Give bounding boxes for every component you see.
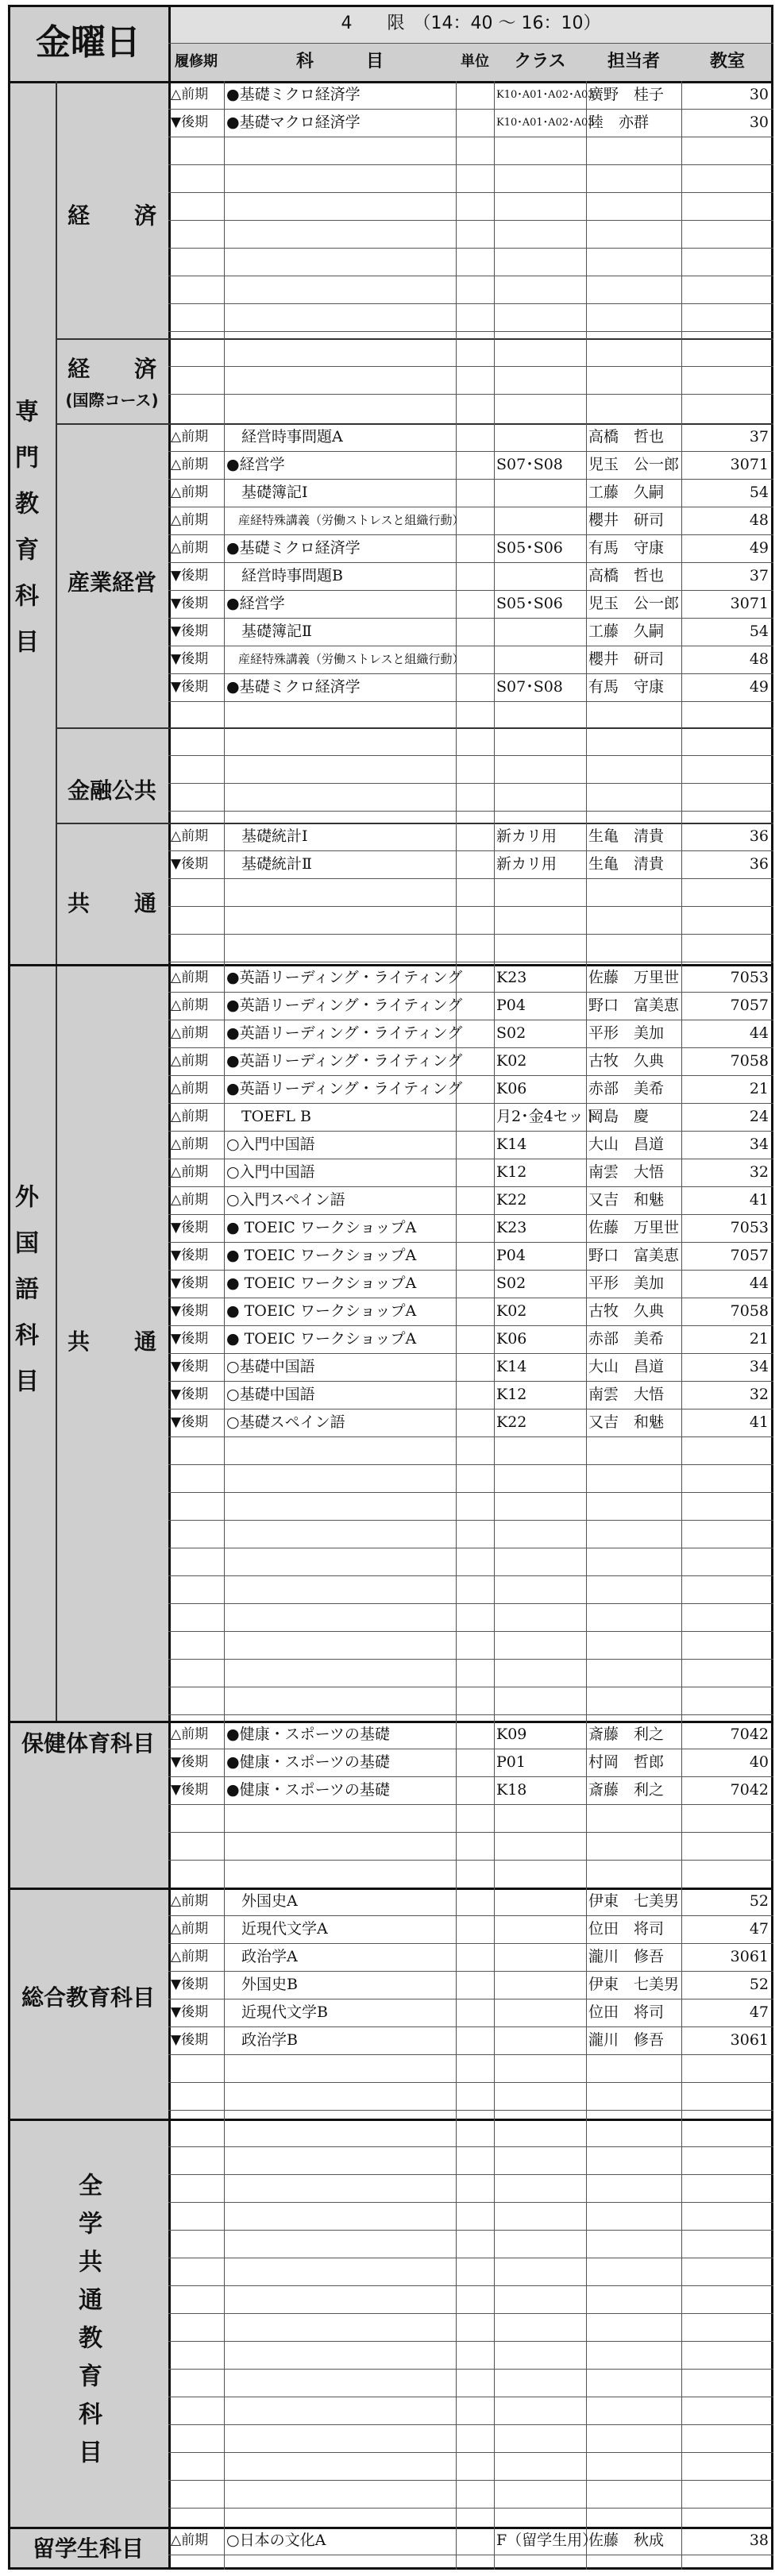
class-cell: 新カリ用 xyxy=(496,827,557,845)
subject-cell: ●経営学 xyxy=(226,595,285,612)
table-row xyxy=(8,1075,773,1103)
room-cell: 30 xyxy=(749,114,769,131)
class-cell: 月2･金4セット xyxy=(496,1108,599,1125)
row-rule xyxy=(168,701,773,702)
room-cell: 54 xyxy=(749,484,769,501)
subject-cell: ●基礎ミクロ経済学 xyxy=(226,86,361,103)
term-cell: ▼後期 xyxy=(171,1754,209,1770)
table-row xyxy=(8,1103,773,1131)
row-rule xyxy=(168,2285,773,2286)
term-cell: △前期 xyxy=(171,1192,209,1208)
teacher-cell: 位田 将司 xyxy=(588,1920,665,1938)
class-cell: K18 xyxy=(496,1781,527,1799)
teacher-cell: 村岡 哲郎 xyxy=(588,1753,665,1771)
room-cell: 36 xyxy=(749,827,769,845)
teacher-cell: 佐藤 万里世 xyxy=(588,1219,680,1236)
room-cell: 7053 xyxy=(730,969,769,986)
teacher-cell: 瀧川 修吾 xyxy=(588,1948,665,1965)
table-row xyxy=(8,1186,773,1214)
room-cell: 38 xyxy=(749,2532,769,2549)
table-row xyxy=(8,1047,773,1075)
term-cell: △前期 xyxy=(171,1726,209,1742)
class-cell: S05･S06 xyxy=(496,539,563,557)
term-cell: ▼後期 xyxy=(171,856,209,872)
room-cell: 49 xyxy=(749,539,769,557)
class-cell: S02 xyxy=(496,1024,526,1042)
table-row xyxy=(8,618,773,646)
col-subject-header: 科 目 xyxy=(295,52,384,71)
row-rule xyxy=(168,1631,773,1632)
class-cell: K23 xyxy=(496,1219,527,1236)
subject-cell: ●健康・スポーツの基礎 xyxy=(226,1726,390,1743)
class-cell: S02 xyxy=(496,1275,526,1292)
subject-cell: ●英語リーディング・ライティング xyxy=(226,1080,463,1097)
table-row xyxy=(8,646,773,673)
subject-cell: ●英語リーディング・ライティング xyxy=(226,1052,463,1070)
shared-label: 共 通 xyxy=(67,890,156,916)
subject-cell: ●英語リーディング・ライティング xyxy=(226,997,463,1014)
table-row xyxy=(8,1943,773,1971)
row-rule xyxy=(168,2452,773,2453)
table-row xyxy=(8,823,773,850)
room-cell: 21 xyxy=(749,1330,769,1348)
room-cell: 7042 xyxy=(730,1726,769,1743)
term-cell: ▼後期 xyxy=(171,1386,209,1402)
row-rule xyxy=(168,1436,773,1437)
table-row xyxy=(8,1020,773,1047)
row-rule xyxy=(168,248,773,249)
room-cell: 7058 xyxy=(730,1052,769,1070)
table-row xyxy=(8,534,773,562)
subject-cell: 政治学B xyxy=(226,2031,298,2049)
term-cell: △前期 xyxy=(171,1893,209,1909)
class-cell: F（留学生用） xyxy=(496,2532,598,2549)
subject-cell: ● TOEIC ワークショップA xyxy=(226,1330,417,1348)
subject-cell: ○基礎スペイン語 xyxy=(226,1413,345,1431)
room-cell: 30 xyxy=(749,86,769,103)
table-row xyxy=(8,992,773,1020)
room-cell: 3071 xyxy=(730,595,769,612)
subject-cell: 産経特殊講義（労働ストレスと組織行動） xyxy=(226,513,465,527)
term-cell: △前期 xyxy=(171,1081,209,1097)
class-cell: K12 xyxy=(496,1163,527,1181)
table-row xyxy=(8,1915,773,1943)
class-cell: K09 xyxy=(496,1726,527,1743)
class-cell: K12 xyxy=(496,1386,527,1403)
class-cell: K02 xyxy=(496,1052,527,1070)
class-cell: S07･S08 xyxy=(496,456,563,473)
room-cell: 44 xyxy=(749,1275,769,1292)
col-term-header: 履修期 xyxy=(175,53,218,70)
room-cell: 24 xyxy=(749,1108,769,1125)
term-cell: ▼後期 xyxy=(171,679,209,695)
foreign-label: 外国語科目 xyxy=(10,1184,38,1414)
room-cell: 7057 xyxy=(730,997,769,1014)
room-cell: 37 xyxy=(749,428,769,445)
subject-cell: ●基礎マクロ経済学 xyxy=(226,114,361,131)
subject-cell: ● TOEIC ワークショップA xyxy=(226,1247,417,1264)
room-cell: 37 xyxy=(749,567,769,584)
teacher-cell: 大山 昌道 xyxy=(588,1136,665,1153)
table-row xyxy=(8,1353,773,1381)
room-cell: 48 xyxy=(749,650,769,668)
sub-break xyxy=(56,338,773,340)
teacher-cell: 野口 富美恵 xyxy=(588,997,680,1014)
term-cell: △前期 xyxy=(171,1053,209,1069)
term-cell: ▼後期 xyxy=(171,1248,209,1263)
col-teacher-header: 担当者 xyxy=(607,52,660,71)
teacher-cell: 南雲 大悟 xyxy=(588,1163,665,1181)
row-rule xyxy=(168,1603,773,1604)
term-cell: △前期 xyxy=(171,970,209,985)
table-row xyxy=(8,1409,773,1436)
teacher-cell: 平形 美加 xyxy=(588,1024,665,1042)
subject-cell: ● TOEIC ワークショップA xyxy=(226,1219,417,1236)
term-cell: △前期 xyxy=(171,1136,209,1152)
major-label: 専門教育科目 xyxy=(10,399,38,675)
class-cell: P04 xyxy=(496,997,526,1014)
teacher-cell: 南雲 大悟 xyxy=(588,1386,665,1403)
row-rule xyxy=(168,1520,773,1521)
row-rule xyxy=(168,1804,773,1805)
table-row xyxy=(8,81,773,109)
teacher-cell: 赤部 美希 xyxy=(588,1080,665,1097)
table-row xyxy=(8,423,773,451)
room-cell: 21 xyxy=(749,1080,769,1097)
foreign-shared-label: 共 通 xyxy=(67,1328,156,1355)
subject-cell: ●英語リーディング・ライティング xyxy=(226,1024,463,1042)
subject-cell: ○日本の文化A xyxy=(226,2532,326,2549)
row-rule xyxy=(168,1575,773,1576)
room-cell: 48 xyxy=(749,511,769,529)
teacher-cell: 高橋 哲也 xyxy=(588,567,665,584)
room-cell: 7042 xyxy=(730,1781,769,1799)
term-cell: △前期 xyxy=(171,828,209,844)
room-cell: 40 xyxy=(749,1753,769,1771)
term-cell: ▼後期 xyxy=(171,1976,209,1992)
term-cell: ▼後期 xyxy=(171,1220,209,1236)
teacher-cell: 児玉 公一郎 xyxy=(588,595,680,612)
teacher-cell: 平形 美加 xyxy=(588,1275,665,1292)
table-row xyxy=(8,1888,773,1915)
row-rule xyxy=(168,2110,773,2111)
term-cell: △前期 xyxy=(171,1949,209,1965)
room-cell: 47 xyxy=(749,2003,769,2021)
term-cell: △前期 xyxy=(171,997,209,1013)
subject-cell: ●経営学 xyxy=(226,456,285,473)
column-rule xyxy=(494,2119,495,2527)
table-row xyxy=(8,2026,773,2054)
class-cell: P01 xyxy=(496,1753,526,1771)
row-rule xyxy=(168,811,773,812)
subject-cell: ● TOEIC ワークショップA xyxy=(226,1302,417,1320)
room-cell: 7057 xyxy=(730,1247,769,1264)
term-cell: △前期 xyxy=(171,1025,209,1041)
room-cell: 3071 xyxy=(730,456,769,473)
term-cell: △前期 xyxy=(171,87,209,102)
row-rule xyxy=(168,906,773,907)
row-rule xyxy=(168,1860,773,1861)
teacher-cell: 赤部 美希 xyxy=(588,1330,665,1348)
row-rule xyxy=(168,783,773,784)
row-rule xyxy=(168,1659,773,1660)
room-cell: 7058 xyxy=(730,1302,769,1320)
class-cell: P04 xyxy=(496,1247,526,1264)
row-rule xyxy=(168,2313,773,2314)
table-row xyxy=(8,850,773,878)
row-rule xyxy=(168,394,773,395)
day-title: 金曜日 xyxy=(36,22,141,63)
term-cell: △前期 xyxy=(171,429,209,445)
class-cell: K14 xyxy=(496,1136,527,1153)
row-rule xyxy=(168,1492,773,1493)
term-cell: ▼後期 xyxy=(171,114,209,130)
table-row xyxy=(8,1298,773,1325)
subject-cell: ● TOEIC ワークショップA xyxy=(226,1275,417,1292)
econ-intl-sublabel: (国際コース) xyxy=(65,391,159,410)
term-cell: △前期 xyxy=(171,512,209,528)
room-cell: 32 xyxy=(749,1163,769,1181)
row-rule xyxy=(168,2369,773,2370)
term-cell: ▼後期 xyxy=(171,623,209,639)
class-cell: S07･S08 xyxy=(496,678,563,696)
teacher-cell: 岡島 慶 xyxy=(588,1108,650,1125)
row-rule xyxy=(168,934,773,935)
row-rule xyxy=(168,1714,773,1715)
room-cell: 7053 xyxy=(730,1219,769,1236)
class-cell: K10･A01･A02･A03 xyxy=(496,89,595,101)
row-rule xyxy=(168,2508,773,2509)
column-rule xyxy=(456,2119,457,2527)
teacher-cell: 伊東 七美男 xyxy=(588,1976,680,1993)
room-cell: 3061 xyxy=(730,1948,769,1965)
row-rule xyxy=(168,164,773,165)
row-rule xyxy=(168,2146,773,2147)
row-rule xyxy=(168,366,773,367)
subject-cell: 外国史A xyxy=(226,1892,298,1910)
row-rule xyxy=(168,2424,773,2425)
term-cell: △前期 xyxy=(171,1921,209,1937)
table-row xyxy=(8,1270,773,1298)
row-rule xyxy=(168,2202,773,2203)
room-cell: 41 xyxy=(749,1191,769,1209)
col-class-header: クラス xyxy=(514,52,566,71)
table-row xyxy=(8,1214,773,1242)
teacher-cell: 斎藤 利之 xyxy=(588,1726,665,1743)
teacher-cell: 工藤 久嗣 xyxy=(588,623,665,640)
section-break xyxy=(8,2119,773,2121)
teacher-cell: 有馬 守康 xyxy=(588,539,665,557)
subject-cell: 外国史B xyxy=(226,1976,298,1993)
term-cell: △前期 xyxy=(171,484,209,500)
term-cell: △前期 xyxy=(171,540,209,556)
health-label: 保健体育科目 xyxy=(21,1730,155,1757)
term-cell: △前期 xyxy=(171,2532,209,2548)
class-cell: S05･S06 xyxy=(496,595,563,612)
term-cell: ▼後期 xyxy=(171,568,209,584)
general-label: 総合教育科目 xyxy=(21,1984,155,2011)
teacher-cell: 工藤 久嗣 xyxy=(588,484,665,501)
period-title: 4 限 （14：40 ～ 16：10） xyxy=(341,13,601,33)
column-rule xyxy=(586,2119,587,2527)
room-cell: 52 xyxy=(749,1976,769,1993)
row-rule xyxy=(168,2174,773,2175)
intl-label: 留学生科目 xyxy=(32,2536,144,2562)
class-cell: K14 xyxy=(496,1358,527,1375)
room-cell: 36 xyxy=(749,855,769,873)
row-rule xyxy=(168,303,773,304)
subject-cell: 経営時事問題B xyxy=(226,567,343,584)
subject-cell: 政治学A xyxy=(226,1948,298,1965)
teacher-cell: 伊東 七美男 xyxy=(588,1892,680,1910)
room-cell: 34 xyxy=(749,1358,769,1375)
subject-cell: TOEFL B xyxy=(226,1108,311,1125)
table-row xyxy=(8,507,773,534)
term-cell: △前期 xyxy=(171,1109,209,1124)
row-rule xyxy=(168,2230,773,2231)
teacher-cell: 又吉 和魅 xyxy=(588,1191,665,1209)
class-cell: K06 xyxy=(496,1080,527,1097)
econ-intl-label: 経 済 xyxy=(67,356,156,382)
teacher-cell: 生亀 清貴 xyxy=(588,827,665,845)
class-cell: K22 xyxy=(496,1191,527,1209)
room-cell: 3061 xyxy=(730,2031,769,2049)
subject-cell: ●健康・スポーツの基礎 xyxy=(226,1753,390,1771)
teacher-cell: 陸 亦群 xyxy=(588,114,650,131)
term-cell: ▼後期 xyxy=(171,2004,209,2020)
term-cell: ▼後期 xyxy=(171,1359,209,1375)
room-cell: 54 xyxy=(749,623,769,640)
term-cell: ▼後期 xyxy=(171,2032,209,2048)
teacher-cell: 斎藤 利之 xyxy=(588,1781,665,1799)
teacher-cell: 古牧 久典 xyxy=(588,1302,665,1320)
row-rule xyxy=(168,755,773,756)
teacher-cell: 有馬 守康 xyxy=(588,678,665,696)
row-rule xyxy=(168,2341,773,2342)
col-credit-header: 単位 xyxy=(461,53,489,70)
term-cell: ▼後期 xyxy=(171,1303,209,1319)
subject-cell: 基礎統計Ⅱ xyxy=(226,855,312,873)
row-rule xyxy=(168,192,773,193)
teacher-cell: 生亀 清貴 xyxy=(588,855,665,873)
row-rule xyxy=(168,2082,773,2083)
table-row xyxy=(8,1776,773,1804)
teacher-cell: 瀧川 修吾 xyxy=(588,2031,665,2049)
teacher-cell: 櫻井 研司 xyxy=(588,511,665,529)
term-cell: △前期 xyxy=(171,457,209,472)
subject-cell: ●基礎ミクロ経済学 xyxy=(226,678,361,696)
room-cell: 44 xyxy=(749,1024,769,1042)
room-cell: 52 xyxy=(749,1892,769,1910)
column-rule xyxy=(681,2119,682,2527)
header-split xyxy=(168,43,773,44)
table-row xyxy=(8,1381,773,1409)
class-cell: K22 xyxy=(496,1413,527,1431)
term-cell: ▼後期 xyxy=(171,596,209,611)
row-rule xyxy=(168,878,773,879)
business-label: 産業経営 xyxy=(67,569,156,596)
teacher-cell: 高橋 哲也 xyxy=(588,428,665,445)
term-cell: ▼後期 xyxy=(171,651,209,667)
common-label: 全学共通教育科目 xyxy=(74,2173,102,2478)
row-rule xyxy=(168,2054,773,2055)
term-cell: △前期 xyxy=(171,1164,209,1180)
row-rule xyxy=(168,1832,773,1833)
col-room-header: 教室 xyxy=(709,52,745,71)
econ-label: 経 済 xyxy=(67,202,156,229)
table-row xyxy=(8,451,773,479)
subject-cell: ○基礎中国語 xyxy=(226,1386,315,1403)
room-cell: 47 xyxy=(749,1920,769,1938)
term-cell: ▼後期 xyxy=(171,1331,209,1347)
class-cell: K06 xyxy=(496,1330,527,1348)
teacher-cell: 佐藤 万里世 xyxy=(588,969,680,986)
row-rule xyxy=(168,1464,773,1465)
timetable-page xyxy=(8,5,773,2570)
teacher-cell: 櫻井 研司 xyxy=(588,650,665,668)
subject-cell: 産経特殊講義（労働ストレスと組織行動） xyxy=(226,652,465,666)
sub-break xyxy=(56,727,773,729)
class-cell: 新カリ用 xyxy=(496,855,557,873)
table-row xyxy=(8,964,773,992)
teacher-cell: 野口 富美恵 xyxy=(588,1247,680,1264)
column-rule xyxy=(224,2119,225,2527)
subject-cell: 基礎統計Ⅰ xyxy=(226,827,308,845)
subject-cell: 近現代文学A xyxy=(226,1920,328,1938)
row-rule xyxy=(168,220,773,221)
term-cell: ▼後期 xyxy=(171,1414,209,1430)
finance-label: 金融公共 xyxy=(67,777,156,804)
subject-cell: ●基礎ミクロ経済学 xyxy=(226,539,361,557)
subject-cell: ○入門中国語 xyxy=(226,1163,315,1181)
term-cell: ▼後期 xyxy=(171,1275,209,1291)
subject-cell: ○入門スペイン語 xyxy=(226,1191,345,1209)
class-cell: K02 xyxy=(496,1302,527,1320)
subject-cell: ●健康・スポーツの基礎 xyxy=(226,1781,390,1799)
subject-cell: ●英語リーディング・ライティング xyxy=(226,969,463,986)
class-cell: K10･A01･A02･A03 xyxy=(496,117,595,129)
subject-cell: ○基礎中国語 xyxy=(226,1358,315,1375)
teacher-cell: 佐藤 秋成 xyxy=(588,2532,665,2549)
table-row xyxy=(8,1159,773,1186)
table-row xyxy=(8,109,773,137)
row-rule xyxy=(168,331,773,332)
table-row xyxy=(8,479,773,507)
teacher-cell: 古牧 久典 xyxy=(588,1052,665,1070)
term-cell: ▼後期 xyxy=(171,1782,209,1798)
room-cell: 41 xyxy=(749,1413,769,1431)
class-cell: K23 xyxy=(496,969,527,986)
room-cell: 34 xyxy=(749,1136,769,1153)
subject-cell: 近現代文学B xyxy=(226,2003,328,2021)
subject-cell: ○入門中国語 xyxy=(226,1136,315,1153)
row-rule xyxy=(168,2480,773,2481)
teacher-cell: 児玉 公一郎 xyxy=(588,456,680,473)
teacher-cell: 又吉 和魅 xyxy=(588,1413,665,1431)
subject-cell: 基礎簿記Ⅱ xyxy=(226,623,312,640)
room-cell: 49 xyxy=(749,678,769,696)
teacher-cell: 位田 将司 xyxy=(588,2003,665,2021)
room-cell: 32 xyxy=(749,1386,769,1403)
table-row xyxy=(8,673,773,701)
table-row xyxy=(8,1131,773,1159)
subject-cell: 基礎簿記Ⅰ xyxy=(226,484,308,501)
teacher-cell: 廣野 桂子 xyxy=(588,86,665,103)
teacher-cell: 大山 昌道 xyxy=(588,1358,665,1375)
table-row xyxy=(8,1242,773,1270)
subject-cell: 経営時事問題A xyxy=(226,428,343,445)
